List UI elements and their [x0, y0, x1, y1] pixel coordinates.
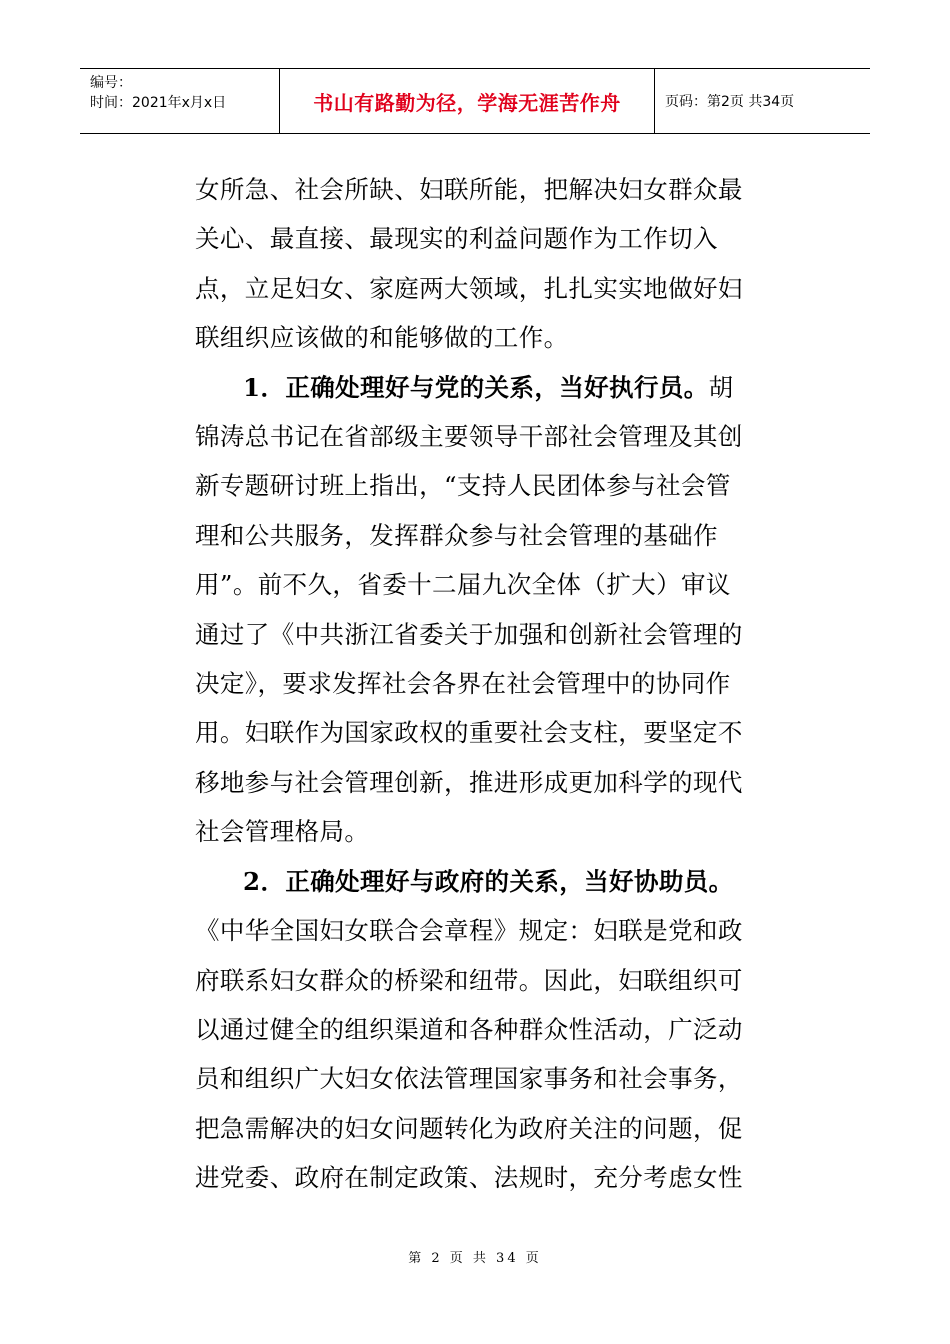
document-body	[195, 165, 760, 1203]
body-line: 社会管理格局。	[195, 817, 370, 847]
section-heading-2-title: 2．正确处理好与政府的关系，当好协助员。	[243, 866, 734, 896]
body-line: 以通过健全的组织渠道和各种群众性活动，广泛动	[195, 1014, 743, 1044]
body-line: 新专题研讨班上指出，“支持人民团体参与社会管	[195, 471, 731, 501]
body-line: 进党委、政府在制定政策、法规时，充分考虑女性	[195, 1163, 743, 1193]
page-header	[80, 68, 870, 134]
page-footer: 第 2 页 共 34 页	[408, 1251, 542, 1266]
body-line: 关心、最直接、最现实的利益问题作为工作切入	[195, 224, 718, 254]
body-line: 把急需解决的妇女问题转化为政府关注的问题，促	[195, 1113, 743, 1143]
body-line: 锦涛总书记在省部级主要领导干部社会管理及其创	[195, 422, 743, 452]
body-line: 府联系妇女群众的桥梁和纽带。因此，妇联组织可	[195, 965, 743, 995]
document-date-label: 时间：2021年x月x日	[90, 95, 227, 111]
section-heading-1-title: 1．正确处理好与党的关系，当好执行员。	[243, 372, 709, 402]
body-line: 点，立足妇女、家庭两大领域，扎扎实实地做好妇	[195, 273, 743, 303]
body-line: 决定》，要求发挥社会各界在社会管理中的协同作	[195, 669, 731, 699]
section-heading-1: 1．正确处理好与党的关系，当好执行员。胡	[243, 372, 734, 402]
body-line: 用。妇联作为国家政权的重要社会支柱，要坚定不	[195, 718, 743, 748]
body-line: 通过了《中共浙江省委关于加强和创新社会管理的	[195, 619, 743, 649]
body-line: 员和组织广大妇女依法管理国家事务和社会事务，	[195, 1064, 743, 1094]
header-meta	[80, 69, 280, 133]
header-motto: 书山有路勤为径，学海无涯苦作舟	[280, 69, 655, 133]
body-line: 《中华全国妇女联合会章程》规定：妇联是党和政	[195, 916, 743, 946]
body-line: 女所急、社会所缺、妇联所能，把解决妇女群众最	[195, 175, 743, 204]
header-page-info: 页码：第2页 共34页	[665, 94, 795, 110]
body-line: 用”。前不久，省委十二届九次全体（扩大）审议	[195, 570, 731, 600]
body-line: 理和公共服务，发挥群众参与社会管理的基础作	[195, 520, 718, 550]
body-line: 联组织应该做的和能够做的工作。	[195, 323, 569, 353]
document-number-label: 编号：	[90, 75, 132, 91]
section-heading-2	[195, 857, 760, 906]
body-line: 移地参与社会管理创新，推进形成更加科学的现代	[195, 767, 743, 797]
